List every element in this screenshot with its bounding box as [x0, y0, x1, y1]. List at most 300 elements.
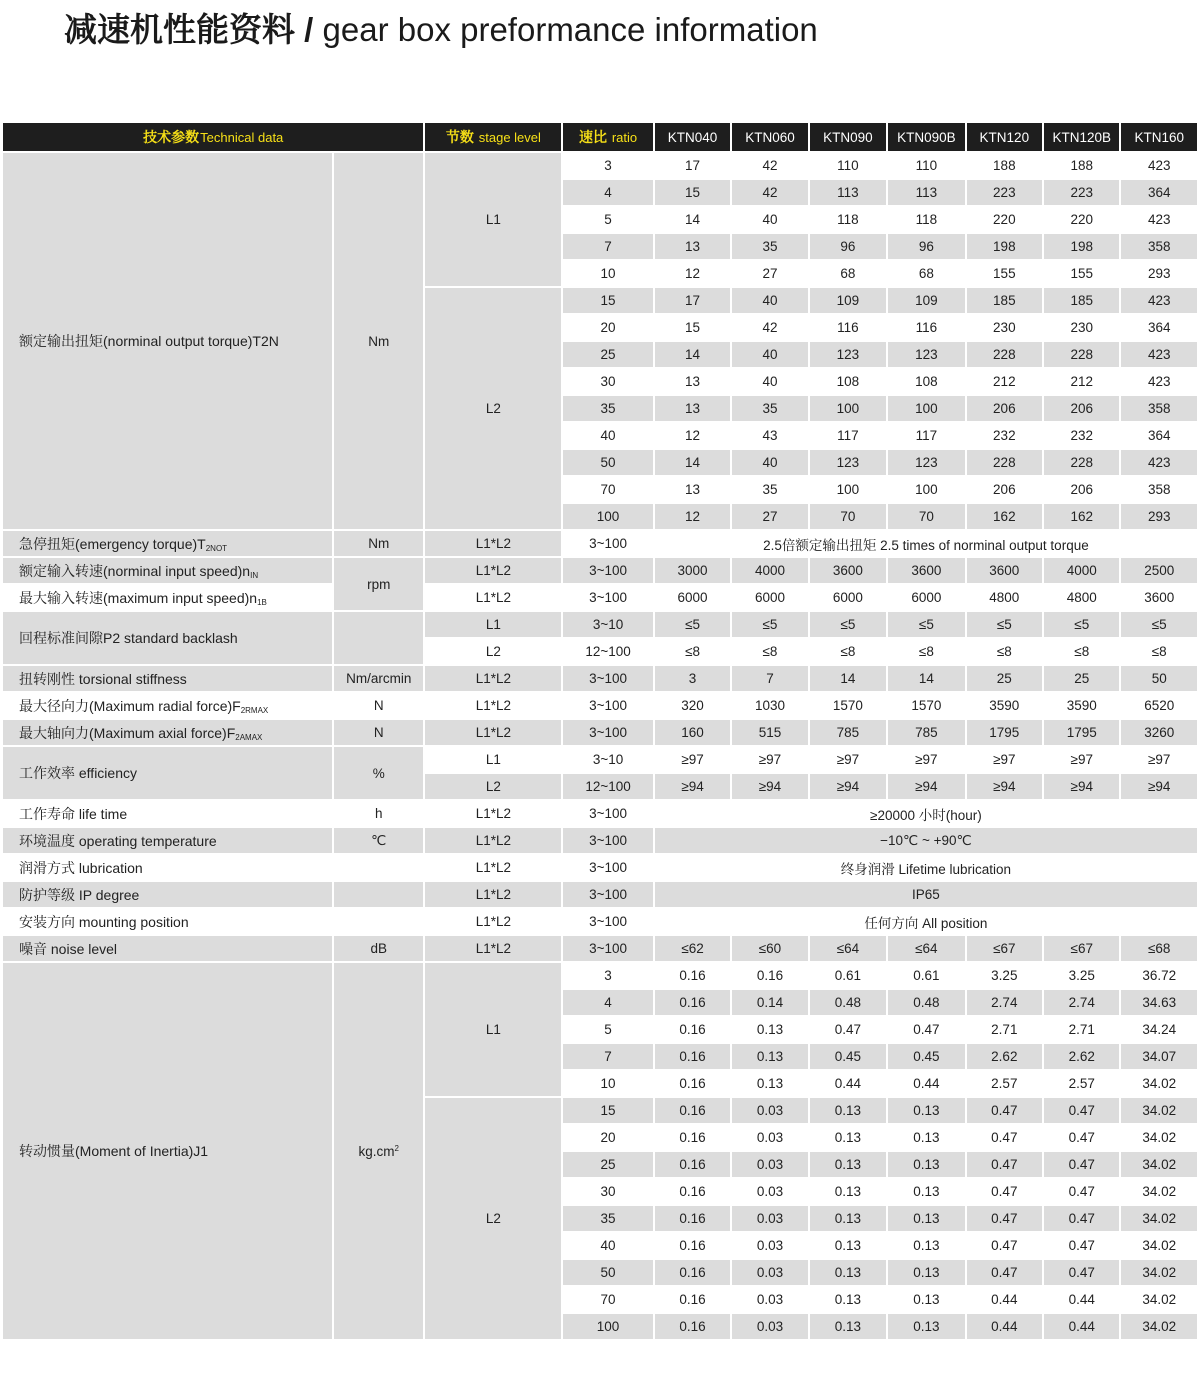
value-cell: 423	[1121, 342, 1197, 367]
value-cell: 42	[732, 153, 807, 178]
value-cell: 293	[1121, 504, 1197, 529]
value-cell: 230	[967, 315, 1042, 340]
value-cell: 43	[732, 423, 807, 448]
value-cell: 155	[1044, 261, 1119, 286]
header-model: KTN090	[810, 123, 886, 151]
value-cell: 220	[967, 207, 1042, 232]
value-cell: 110	[888, 153, 964, 178]
value-cell: 0.48	[810, 990, 886, 1015]
value-cell: 1795	[1044, 720, 1119, 745]
value-cell: ≤62	[655, 936, 730, 961]
value-cell: 14	[655, 450, 730, 475]
unit-cell: ℃	[334, 828, 424, 853]
stage-cell: L1*L2	[425, 801, 561, 826]
value-cell: 0.03	[732, 1098, 807, 1123]
value-cell: 6000	[655, 585, 730, 610]
stage-cell: L1	[425, 963, 561, 1096]
ratio-cell: 3~100	[563, 585, 653, 610]
value-cell: ≥94	[967, 774, 1042, 799]
unit-cell	[334, 909, 424, 934]
value-cell: 0.13	[810, 1098, 886, 1123]
value-cell: 423	[1121, 288, 1197, 313]
ratio-cell: 25	[563, 1152, 653, 1177]
value-cell: 116	[810, 315, 886, 340]
ratio-cell: 5	[563, 1017, 653, 1042]
value-cell: 118	[888, 207, 964, 232]
ratio-cell: 10	[563, 1071, 653, 1096]
value-cell: 185	[967, 288, 1042, 313]
value-cell: 14	[655, 342, 730, 367]
value-cell: ≥97	[810, 747, 886, 772]
value-cell: 228	[1044, 450, 1119, 475]
value-cell: 785	[810, 720, 886, 745]
unit-cell: h	[334, 801, 424, 826]
value-cell: ≤5	[1121, 612, 1197, 637]
value-cell: 0.13	[888, 1260, 964, 1285]
stage-cell: L1*L2	[425, 585, 561, 610]
table-row	[3, 720, 1197, 745]
value-cell: 108	[810, 369, 886, 394]
value-cell: ≤67	[1044, 936, 1119, 961]
value-cell: 27	[732, 261, 807, 286]
value-cell: 100	[810, 396, 886, 421]
value-cell: 162	[967, 504, 1042, 529]
value-cell: 0.61	[810, 963, 886, 988]
value-cell: ≤5	[967, 612, 1042, 637]
value-cell: 0.03	[732, 1260, 807, 1285]
value-cell: ≥97	[655, 747, 730, 772]
value-cell: 206	[967, 477, 1042, 502]
value-cell: 0.03	[732, 1314, 807, 1339]
table-row	[3, 882, 1197, 907]
value-cell: ≥94	[810, 774, 886, 799]
value-cell: 0.13	[732, 1017, 807, 1042]
value-cell: 0.13	[810, 1179, 886, 1204]
value-cell: 40	[732, 342, 807, 367]
value-cell: 0.44	[1044, 1287, 1119, 1312]
table-row	[3, 828, 1197, 853]
value-cell: 1795	[967, 720, 1042, 745]
value-cell: ≤67	[967, 936, 1042, 961]
value-cell: 1030	[732, 693, 807, 718]
value-cell: 0.03	[732, 1233, 807, 1258]
value-cell: 109	[888, 288, 964, 313]
value-cell: 17	[655, 288, 730, 313]
unit-cell	[334, 612, 424, 664]
value-cell: 0.13	[810, 1152, 886, 1177]
value-cell: 0.16	[655, 990, 730, 1015]
value-cell: 223	[1044, 180, 1119, 205]
ratio-cell: 4	[563, 990, 653, 1015]
ratio-cell: 3~10	[563, 612, 653, 637]
parameter-name: 安装方向 mounting position	[3, 909, 332, 934]
value-cell: 14	[655, 207, 730, 232]
value-cell: 2.57	[1044, 1071, 1119, 1096]
value-cell: 34.07	[1121, 1044, 1197, 1069]
value-cell: 0.47	[810, 1017, 886, 1042]
stage-cell: L1*L2	[425, 558, 561, 583]
value-cell: 0.47	[967, 1206, 1042, 1231]
value-cell: 0.47	[1044, 1098, 1119, 1123]
parameter-name: 润滑方式 lubrication	[3, 855, 332, 880]
stage-cell: L1	[425, 747, 561, 772]
value-cell: 68	[888, 261, 964, 286]
value-cell: 6000	[810, 585, 886, 610]
ratio-cell: 25	[563, 342, 653, 367]
value-cell: 0.16	[732, 963, 807, 988]
table-row	[3, 936, 1197, 961]
parameter-name: 回程标准间隙P2 standard backlash	[3, 612, 332, 664]
value-cell: 4000	[1044, 558, 1119, 583]
value-cell: 0.16	[655, 1179, 730, 1204]
parameter-name: 防护等级 IP degree	[3, 882, 332, 907]
value-cell: 0.13	[732, 1071, 807, 1096]
value-cell: 40	[732, 369, 807, 394]
value-cell: ≥97	[732, 747, 807, 772]
table-row	[3, 585, 1197, 610]
value-cell: 0.03	[732, 1206, 807, 1231]
value-cell: 0.13	[888, 1179, 964, 1204]
value-cell: ≥94	[1044, 774, 1119, 799]
header-technical-data: 技术参数Technical data	[3, 123, 423, 151]
value-cell: IP65	[655, 882, 1197, 907]
value-cell: 34.02	[1121, 1314, 1197, 1339]
value-cell: 终身润滑 Lifetime lubrication	[655, 855, 1197, 880]
value-cell: 100	[888, 477, 964, 502]
value-cell: 423	[1121, 153, 1197, 178]
value-cell: 0.16	[655, 963, 730, 988]
ratio-cell: 3~100	[563, 882, 653, 907]
value-cell: 13	[655, 369, 730, 394]
ratio-cell: 7	[563, 234, 653, 259]
table-row	[3, 909, 1197, 934]
value-cell: 0.13	[888, 1125, 964, 1150]
parameter-name: 最大径向力(Maximum radial $force)F_{2RMAX}$	[3, 693, 332, 718]
value-cell: 36.72	[1121, 963, 1197, 988]
value-cell: ≤5	[1044, 612, 1119, 637]
value-cell: 12	[655, 261, 730, 286]
value-cell: 0.47	[1044, 1152, 1119, 1177]
value-cell: ≤8	[888, 639, 964, 664]
value-cell: 0.13	[810, 1125, 886, 1150]
value-cell: 1570	[888, 693, 964, 718]
value-cell: 14	[888, 666, 964, 691]
value-cell: 0.16	[655, 1125, 730, 1150]
value-cell: 6000	[888, 585, 964, 610]
value-cell: 232	[1044, 423, 1119, 448]
value-cell: 40	[732, 288, 807, 313]
unit-cell: $kg.cm^2$	[334, 963, 424, 1339]
value-cell: ≤8	[655, 639, 730, 664]
value-cell: 6520	[1121, 693, 1197, 718]
value-cell: 0.13	[888, 1314, 964, 1339]
unit-cell	[334, 882, 424, 907]
ratio-cell: 3~10	[563, 747, 653, 772]
value-cell: 2.71	[1044, 1017, 1119, 1042]
value-cell: 17	[655, 153, 730, 178]
value-cell: 123	[888, 342, 964, 367]
value-cell: 0.14	[732, 990, 807, 1015]
ratio-cell: 100	[563, 1314, 653, 1339]
value-cell: 110	[810, 153, 886, 178]
header-model: KTN040	[655, 123, 730, 151]
value-cell: 160	[655, 720, 730, 745]
value-cell: 113	[888, 180, 964, 205]
ratio-cell: 10	[563, 261, 653, 286]
value-cell: 34.02	[1121, 1098, 1197, 1123]
ratio-cell: 4	[563, 180, 653, 205]
ratio-cell: 3	[563, 153, 653, 178]
value-cell: 0.03	[732, 1179, 807, 1204]
value-cell: 228	[967, 450, 1042, 475]
value-cell: ≤5	[888, 612, 964, 637]
value-cell: 0.47	[967, 1179, 1042, 1204]
value-cell: 155	[967, 261, 1042, 286]
value-cell: 118	[810, 207, 886, 232]
value-cell: 358	[1121, 477, 1197, 502]
value-cell: 2.74	[1044, 990, 1119, 1015]
value-cell: ≥94	[888, 774, 964, 799]
value-cell: 0.13	[810, 1260, 886, 1285]
value-cell: 0.47	[1044, 1206, 1119, 1231]
ratio-cell: 35	[563, 1206, 653, 1231]
ratio-cell: 3~100	[563, 558, 653, 583]
stage-cell: L1*L2	[425, 828, 561, 853]
ratio-cell: 3~100	[563, 936, 653, 961]
value-cell: 423	[1121, 450, 1197, 475]
value-cell: 34.02	[1121, 1179, 1197, 1204]
value-cell: 0.47	[1044, 1233, 1119, 1258]
value-cell: 0.44	[967, 1314, 1042, 1339]
value-cell: 34.02	[1121, 1152, 1197, 1177]
stage-cell: L1*L2	[425, 909, 561, 934]
value-cell: 96	[810, 234, 886, 259]
ratio-cell: 3~100	[563, 531, 653, 556]
ratio-cell: 15	[563, 1098, 653, 1123]
value-cell: 206	[967, 396, 1042, 421]
value-cell: 35	[732, 396, 807, 421]
value-cell: 0.03	[732, 1125, 807, 1150]
performance-table	[1, 121, 1199, 1341]
value-cell: 117	[888, 423, 964, 448]
ratio-cell: 3~100	[563, 693, 653, 718]
value-cell: 212	[1044, 369, 1119, 394]
parameter-name: 工作效率 efficiency	[3, 747, 332, 799]
unit-cell: %	[334, 747, 424, 799]
value-cell: 2.74	[967, 990, 1042, 1015]
value-cell: 3260	[1121, 720, 1197, 745]
value-cell: ≤64	[810, 936, 886, 961]
value-cell: 0.03	[732, 1287, 807, 1312]
value-cell: 96	[888, 234, 964, 259]
value-cell: 0.16	[655, 1260, 730, 1285]
value-cell: 13	[655, 234, 730, 259]
value-cell: ≥94	[1121, 774, 1197, 799]
header-model: KTN090B	[888, 123, 964, 151]
value-cell: 7	[732, 666, 807, 691]
ratio-cell: 40	[563, 1233, 653, 1258]
stage-cell: L2	[425, 639, 561, 664]
value-cell: 2.5倍额定输出扭矩 2.5 times of norminal output torque	[655, 531, 1197, 556]
table-row	[3, 531, 1197, 556]
value-cell: 0.47	[967, 1260, 1042, 1285]
value-cell: 358	[1121, 396, 1197, 421]
stage-cell: L2	[425, 774, 561, 799]
value-cell: 0.13	[888, 1098, 964, 1123]
value-cell: 3600	[810, 558, 886, 583]
header-model: KTN120B	[1044, 123, 1119, 151]
value-cell: ≤60	[732, 936, 807, 961]
value-cell: 13	[655, 396, 730, 421]
value-cell: 2500	[1121, 558, 1197, 583]
value-cell: 0.13	[888, 1233, 964, 1258]
value-cell: 123	[810, 342, 886, 367]
value-cell: 123	[888, 450, 964, 475]
value-cell: ≤8	[1044, 639, 1119, 664]
parameter-name: 额定输出扭矩(norminal output torque)T2N	[3, 153, 332, 529]
value-cell: 3.25	[1044, 963, 1119, 988]
table-row	[3, 747, 1197, 772]
parameter-name: 噪音 noise level	[3, 936, 332, 961]
unit-cell: N	[334, 720, 424, 745]
table-row	[3, 666, 1197, 691]
value-cell: 12	[655, 423, 730, 448]
value-cell: 0.44	[967, 1287, 1042, 1312]
value-cell: 113	[810, 180, 886, 205]
value-cell: 0.61	[888, 963, 964, 988]
value-cell: 0.13	[888, 1206, 964, 1231]
value-cell: 162	[1044, 504, 1119, 529]
value-cell: ≥94	[655, 774, 730, 799]
value-cell: 0.16	[655, 1098, 730, 1123]
parameter-name: 额定输入转速(norminal input $speed)n_{IN}$	[3, 558, 332, 583]
value-cell: ≤8	[1121, 639, 1197, 664]
value-cell: ≥97	[888, 747, 964, 772]
unit-cell: Nm/arcmin	[334, 666, 424, 691]
table-row	[3, 963, 1197, 988]
ratio-cell: 3~100	[563, 855, 653, 880]
table-row	[3, 693, 1197, 718]
parameter-name: 转动惯量(Moment of Inertia)J1	[3, 963, 332, 1339]
value-cell: 116	[888, 315, 964, 340]
value-cell: 2.57	[967, 1071, 1042, 1096]
value-cell: 0.16	[655, 1044, 730, 1069]
value-cell: ≤64	[888, 936, 964, 961]
value-cell: 108	[888, 369, 964, 394]
value-cell: 223	[967, 180, 1042, 205]
unit-cell: dB	[334, 936, 424, 961]
value-cell: 228	[1044, 342, 1119, 367]
value-cell: 35	[732, 234, 807, 259]
ratio-cell: 12~100	[563, 774, 653, 799]
header-model: KTN120	[967, 123, 1042, 151]
ratio-cell: 50	[563, 1260, 653, 1285]
unit-cell: rpm	[334, 558, 424, 610]
value-cell: 0.13	[810, 1314, 886, 1339]
value-cell: ≤8	[732, 639, 807, 664]
page-title-cn: 减速机性能资料	[64, 11, 295, 48]
value-cell: 358	[1121, 234, 1197, 259]
value-cell: 0.44	[1044, 1314, 1119, 1339]
stage-cell: L1*L2	[425, 882, 561, 907]
parameter-name: 急停扭矩(emergency $torque)T_{2NOT}$	[3, 531, 332, 556]
table-row	[3, 612, 1197, 637]
value-cell: 206	[1044, 396, 1119, 421]
value-cell: ≥97	[967, 747, 1042, 772]
ratio-cell: 3~100	[563, 666, 653, 691]
header-stage-level: 节数 stage level	[425, 123, 561, 151]
value-cell: 70	[810, 504, 886, 529]
value-cell: 34.02	[1121, 1287, 1197, 1312]
parameter-name: 最大输入转速(maximum input $speed)n_{1B}$	[3, 585, 332, 610]
value-cell: 3590	[967, 693, 1042, 718]
value-cell: 42	[732, 180, 807, 205]
value-cell: 25	[1044, 666, 1119, 691]
page-title-separator: /	[295, 11, 323, 48]
value-cell: 0.45	[888, 1044, 964, 1069]
value-cell: 100	[888, 396, 964, 421]
value-cell: 0.44	[810, 1071, 886, 1096]
value-cell: ≤5	[655, 612, 730, 637]
value-cell: 25	[967, 666, 1042, 691]
value-cell: 2.71	[967, 1017, 1042, 1042]
unit-cell	[334, 855, 424, 880]
stage-cell: L2	[425, 1098, 561, 1339]
value-cell: 0.47	[1044, 1125, 1119, 1150]
parameter-name: 扭转刚性 torsional stiffness	[3, 666, 332, 691]
value-cell: ≥94	[732, 774, 807, 799]
value-cell: 364	[1121, 423, 1197, 448]
ratio-cell: 20	[563, 315, 653, 340]
stage-cell: L1*L2	[425, 936, 561, 961]
value-cell: ≥20000 小时(hour)	[655, 801, 1197, 826]
stage-cell: L1*L2	[425, 693, 561, 718]
value-cell: 0.13	[888, 1287, 964, 1312]
value-cell: 364	[1121, 315, 1197, 340]
value-cell: 0.47	[1044, 1179, 1119, 1204]
value-cell: 0.13	[888, 1152, 964, 1177]
ratio-cell: 3	[563, 963, 653, 988]
value-cell: ≤5	[732, 612, 807, 637]
value-cell: 2.62	[967, 1044, 1042, 1069]
stage-cell: L1*L2	[425, 720, 561, 745]
value-cell: ≤8	[967, 639, 1042, 664]
value-cell: 3	[655, 666, 730, 691]
value-cell: 34.02	[1121, 1125, 1197, 1150]
value-cell: 4800	[967, 585, 1042, 610]
value-cell: 4800	[1044, 585, 1119, 610]
ratio-cell: 3~100	[563, 828, 653, 853]
value-cell: 188	[967, 153, 1042, 178]
value-cell: 6000	[732, 585, 807, 610]
value-cell: ≥97	[1044, 747, 1119, 772]
value-cell: 14	[810, 666, 886, 691]
value-cell: 15	[655, 315, 730, 340]
value-cell: 0.13	[732, 1044, 807, 1069]
value-cell: 4000	[732, 558, 807, 583]
value-cell: 1570	[810, 693, 886, 718]
value-cell: 3600	[967, 558, 1042, 583]
stage-cell: L1*L2	[425, 531, 561, 556]
value-cell: 320	[655, 693, 730, 718]
value-cell: 230	[1044, 315, 1119, 340]
value-cell: 117	[810, 423, 886, 448]
table-row	[3, 558, 1197, 583]
unit-cell: Nm	[334, 531, 424, 556]
value-cell: −10℃ ~ +90℃	[655, 828, 1197, 853]
value-cell: 34.02	[1121, 1071, 1197, 1096]
unit-cell: N	[334, 693, 424, 718]
